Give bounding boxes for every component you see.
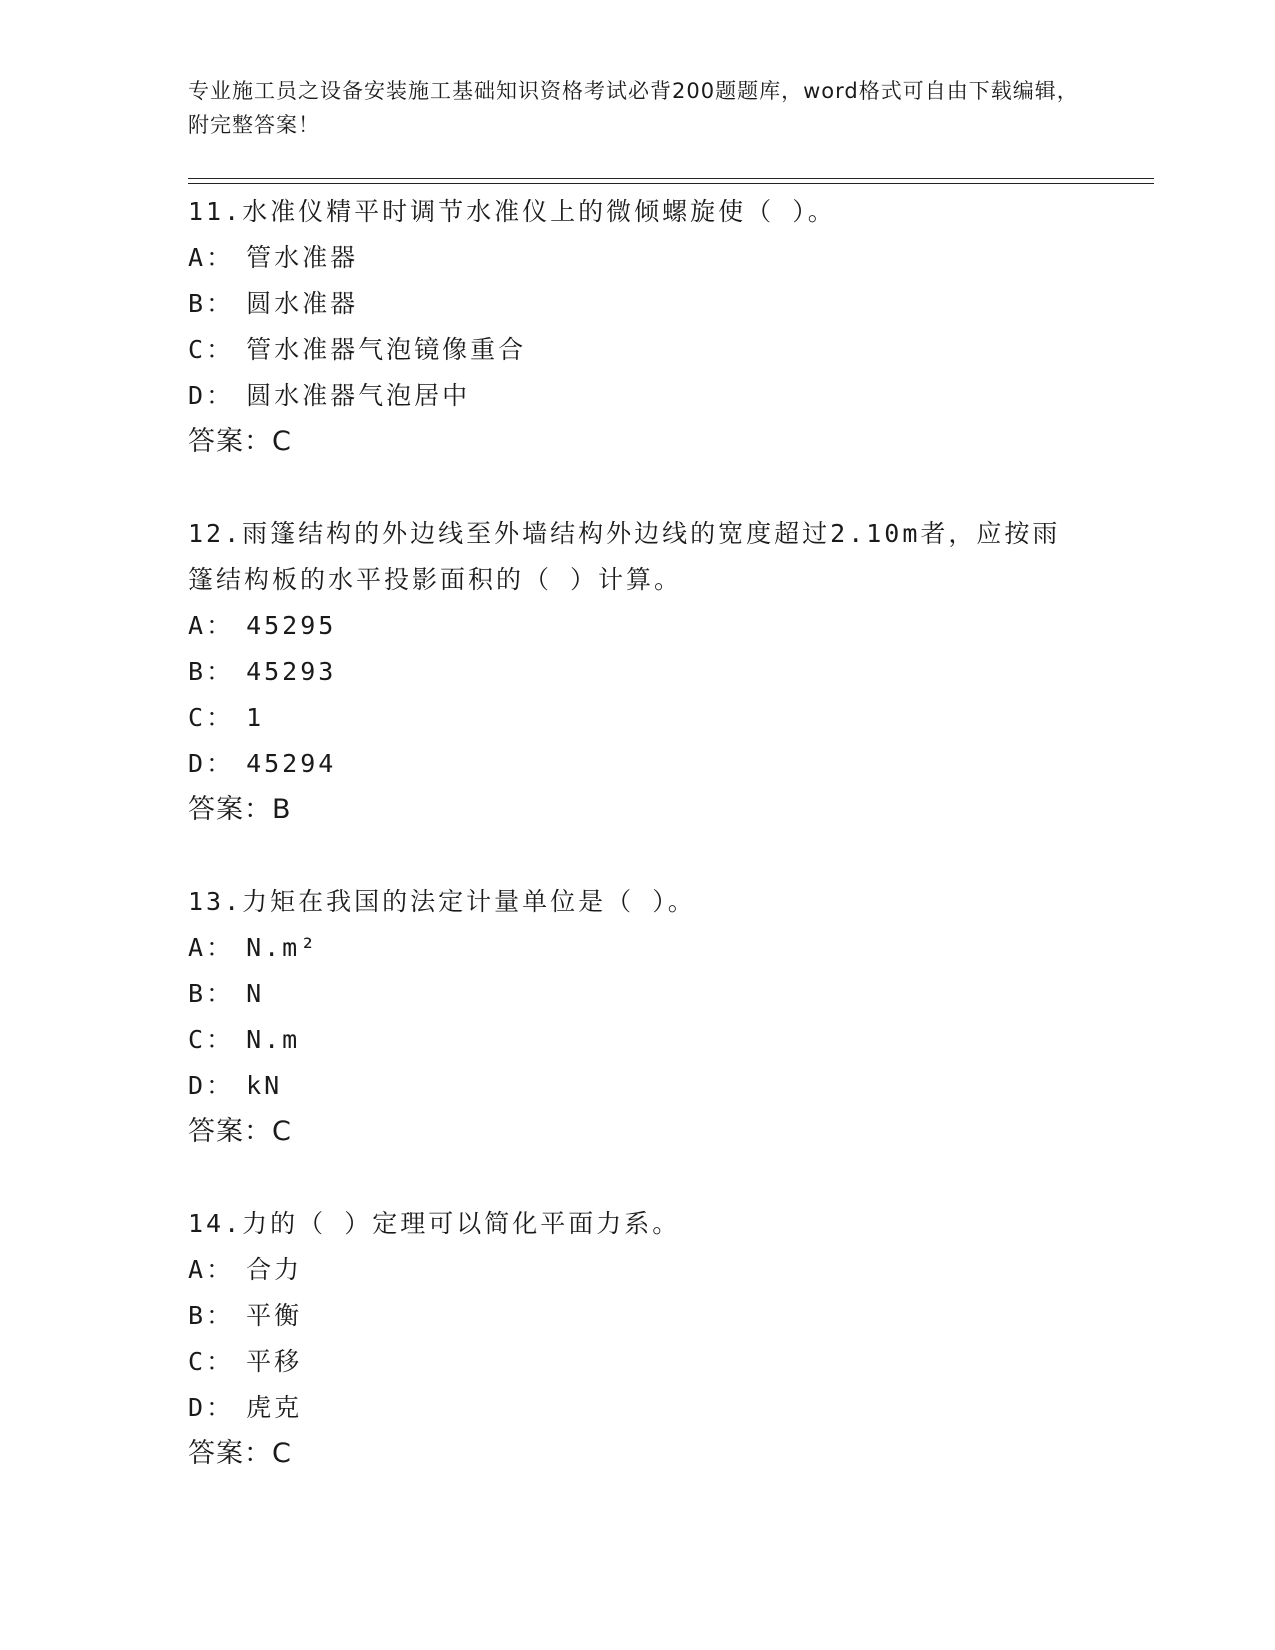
option-separator: ： <box>206 1347 235 1376</box>
option-c <box>188 327 1088 373</box>
option-separator: ： <box>206 979 235 1008</box>
option-b <box>188 1293 1088 1339</box>
option-separator: ： <box>206 749 235 778</box>
option-a <box>188 235 1088 281</box>
option-separator: ： <box>206 335 235 364</box>
question-stem: 13.力矩在我国的法定计量单位是（ ）。 <box>188 887 696 916</box>
option-letter: B <box>188 657 207 686</box>
option-letter: A <box>188 243 207 272</box>
option-c <box>188 695 1088 741</box>
option-d <box>188 741 1088 787</box>
document-header: 专业施工员之设备安装施工基础知识资格考试必背200题题库，word格式可自由下载编辑，附完整答案！ <box>188 79 1079 137</box>
option-text: N.m² <box>246 933 319 962</box>
option-separator: ： <box>206 657 235 686</box>
option-text: 平衡 <box>246 1301 303 1330</box>
option-b <box>188 649 1088 695</box>
question-list <box>188 189 1088 1523</box>
option-text: 虎克 <box>246 1393 303 1422</box>
question-stem: 12.雨篷结构的外边线至外墙结构外边线的宽度超过2.10m者，应按雨篷结构板的水平投影面积的（ ）计算。 <box>188 519 1061 594</box>
question-14 <box>188 1201 1088 1477</box>
header-divider-top <box>188 178 1154 179</box>
option-d <box>188 373 1088 419</box>
option-text: 平移 <box>246 1347 303 1376</box>
option-separator: ： <box>206 243 235 272</box>
question-stem: 11.水准仪精平时调节水准仪上的微倾螺旋使（ ）。 <box>188 197 836 226</box>
option-letter: D <box>188 749 207 778</box>
option-separator: ： <box>206 1025 235 1054</box>
answer-line: 答案：B <box>188 794 292 825</box>
option-separator: ： <box>206 289 235 318</box>
option-a <box>188 925 1088 971</box>
option-separator: ： <box>206 1255 235 1284</box>
option-letter: D <box>188 1071 207 1100</box>
option-a <box>188 603 1088 649</box>
option-letter: B <box>188 289 207 318</box>
option-text: 合力 <box>246 1255 303 1284</box>
option-b <box>188 281 1088 327</box>
option-c <box>188 1339 1088 1385</box>
option-separator: ： <box>206 381 235 410</box>
option-text: 圆水准器气泡居中 <box>246 381 471 410</box>
option-text: N.m <box>246 1025 301 1054</box>
option-text: 45294 <box>246 749 337 778</box>
option-a <box>188 1247 1088 1293</box>
option-separator: ： <box>206 933 235 962</box>
option-separator: ： <box>206 1393 235 1422</box>
option-text: kN <box>246 1071 283 1100</box>
question-11 <box>188 189 1088 465</box>
option-separator: ： <box>206 1071 235 1100</box>
option-c <box>188 1017 1088 1063</box>
option-b <box>188 971 1088 1017</box>
option-d <box>188 1063 1088 1109</box>
option-letter: C <box>188 1347 207 1376</box>
answer-line: 答案：C <box>188 1438 292 1469</box>
option-separator: ： <box>206 703 235 732</box>
option-d <box>188 1385 1088 1431</box>
option-letter: D <box>188 381 207 410</box>
option-text: 管水准器 <box>246 243 359 272</box>
option-text: 管水准器气泡镜像重合 <box>246 335 527 364</box>
option-letter: C <box>188 335 207 364</box>
option-letter: C <box>188 703 207 732</box>
option-letter: C <box>188 1025 207 1054</box>
option-separator: ： <box>206 611 235 640</box>
option-text: N <box>246 979 265 1008</box>
option-letter: B <box>188 979 207 1008</box>
header-divider-bottom <box>188 183 1154 184</box>
question-13 <box>188 879 1088 1155</box>
option-separator: ： <box>206 1301 235 1330</box>
option-text: 45293 <box>246 657 337 686</box>
question-12 <box>188 511 1088 833</box>
option-text: 1 <box>246 703 265 732</box>
question-stem: 14.力的（ ）定理可以简化平面力系。 <box>188 1209 681 1238</box>
option-text: 45295 <box>246 611 337 640</box>
option-letter: A <box>188 933 207 962</box>
option-letter: D <box>188 1393 207 1422</box>
option-letter: A <box>188 611 207 640</box>
answer-line: 答案：C <box>188 1116 292 1147</box>
option-letter: B <box>188 1301 207 1330</box>
option-letter: A <box>188 1255 207 1284</box>
option-text: 圆水准器 <box>246 289 359 318</box>
answer-line: 答案：C <box>188 426 292 457</box>
